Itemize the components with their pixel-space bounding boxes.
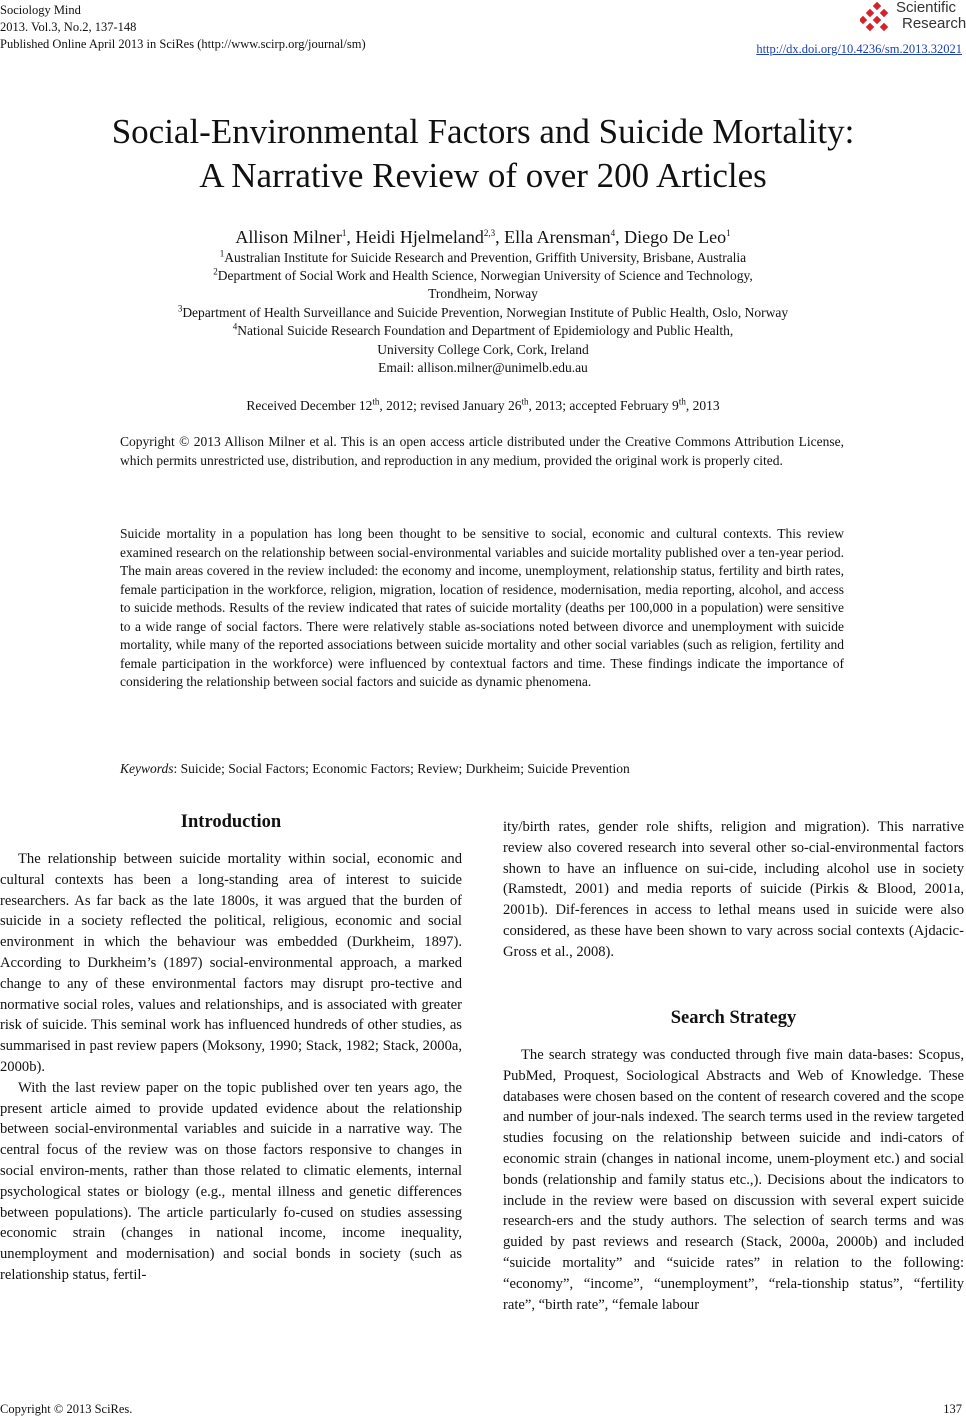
section-heading-introduction: Introduction: [180, 812, 282, 832]
keywords-text: : Suicide; Social Factors; Economic Factors; Review; Durkheim; Suicide Prevention: [173, 761, 630, 776]
footer-copyright: Copyright © 2013 SciRes.: [0, 1402, 133, 1416]
journal-header: [0, 2, 366, 53]
author-affiliation-sup: 2,3: [483, 228, 496, 238]
section-heading-search-strategy: Search Strategy: [670, 1008, 797, 1028]
publication-info: Published Online April 2013 in SciRes (http://www.scirp.org/journal/sm): [0, 37, 366, 51]
author-name: Ella Arensman: [504, 227, 611, 247]
left-column: [0, 849, 462, 1286]
scientific-research-logo: [856, 0, 966, 36]
affiliation-3: $^3$Department of Health Surveillance and Suicide Prevention, Norwegian Institute of Public Health, Oslo, Norway: [177, 303, 789, 320]
abstract: Suicide mortality in a population has long been thought to be sensitive to social, economic and cultural contexts. This review examined research on the relationship between social-environmental variables and suicide mortality published over a ten-year period. The main areas covered in the review included: the economy and income, unemployment, relationship status, fertility and birth rates, female participation in the workforce, religion, migration, location of residence, modernisation, media reporting, alcohol, and access to suicide methods. Results of the review indicated that rates of suicide mortality (deaths per 100,000 in a population) were sensitive to a wide range of social factors. There were relatively stable as-sociations noted between divorce and unemployment with suicide mortality, while many of the reported associations between suicide mortality and other social variables (such as religion, fertility and female participation in the workforce) were influenced by contextual factors and time. These findings indicate the importance of considering the relationship between social factors and suicide as dynamic phenomena.: [120, 526, 844, 689]
affiliation-2-cont: Trondheim, Norway: [428, 286, 538, 301]
author-affiliation-sup: 1: [341, 228, 347, 238]
right-column-bottom: [503, 1045, 964, 1315]
logo-text-line1: Scientific: [896, 0, 957, 16]
article-title: [0, 110, 966, 198]
affiliation-2: $^2$Department of Social Work and Health Science, Norwegian University of Science and Technology,: [213, 266, 753, 283]
paragraph: The relationship between suicide mortality within social, economic and cultural contexts has been a long-standing area of interest to suicide researchers. As far back as the late 1800s, it was argued that the burden of suicide in a society reflected the political, religious, economic and social environment in which the behaviour was embedded (Durkheim, 1897). According to Durkheim’s (1897) social-environmental approach, a marked change to any of these environmental factors may disrupt pro-tective and normative social roles, values and relationships, and is associated with greater risk of suicide. This seminal work has influenced hundreds of other studies, as summarised in past review papers (Moksony, 1990; Stack, 1982; Stack, 2000a, 2000b).: [0, 851, 462, 1075]
article-dates: Received December 12th, 2012; revised January 26th, 2013; accepted February 9th, 2013: [246, 396, 720, 413]
affiliation-4-cont: University College Cork, Cork, Ireland: [377, 342, 589, 357]
journal-volume: 2013. Vol.3, No.2, 137-148: [0, 20, 137, 34]
copyright-notice: Copyright © 2013 Allison Milner et al. This is an open access article distributed under the Creative Commons Attribution License, which permits unrestricted use, distribution, and reproduction in any medium, provided the original work is properly cited.: [120, 434, 844, 468]
title-line2: A Narrative Review of over 200 Articles: [199, 156, 767, 195]
doi-link[interactable]: http://dx.doi.org/10.4236/sm.2013.32021: [756, 42, 962, 56]
paragraph: With the last review paper on the topic published over ten years ago, the present article aimed to provide updated evidence about the relationship between social-environmental variables and suicide in a narrative way. The central focus of the review was on those factors responsive to changes in social environ-ments, rather than those related to climatic elements, internal psychological states or biology (e.g., mental illness and genetic differences between populations). The article particularly fo-cused on studies assessing economic strain (changes in national income, income inequality, unemployment and modernisation) and social bonds in society (such as relationship status, fertil-: [0, 1079, 462, 1283]
author-affiliation-sup: 4: [610, 228, 616, 238]
author-email: Email: allison.milner@unimelb.edu.au: [378, 360, 588, 375]
author-name: Allison Milner: [235, 227, 342, 247]
page-number: 137: [943, 1402, 962, 1416]
journal-name: Sociology Mind: [0, 3, 81, 17]
affiliation-1: $^1$Australian Institute for Suicide Research and Prevention, Griffith University, Brisbane, Australia: [219, 248, 747, 265]
author-name: Diego De Leo: [624, 227, 727, 247]
logo-icon: [860, 2, 894, 34]
right-column-top: [503, 817, 964, 963]
title-line1: Social-Environmental Factors and Suicide Mortality:: [111, 112, 855, 151]
logo-text-line2: Research: [902, 15, 966, 32]
author-list: Allison Milner$^1$, Heidi Hjelmeland$^{2,3}$, Ella Arensman$^4$, Diego De Leo$^1$: [235, 227, 731, 247]
paragraph: The search strategy was conducted through five main data-bases: Scopus, PubMed, Proquest, Sociological Abstracts and Web of Knowledge. These databases were chosen based on the content of research covered and the scope and number of jour-nals indexed. The search terms used in the review targeted studies focusing on the relationship between suicide and indi-cators of economic strain (changes in national income, unem-ployment etc.) and social bonds (relationship and family status etc.,). Decisions about the indicators to include in the review were based on discussion with several expert suicide research-ers and the study authors. The selection of search terms and was guided by past reviews and research (Stack, 2000a, 2000b) and included “suicide mortality” and “suicide rates” in relation to the following: “economy”, “income”, “unemployment”, “rela-tionship status”, “fertility rate”, “birth rate”, “female labour: [503, 1047, 964, 1313]
paragraph: ity/birth rates, gender role shifts, religion and migration). This narrative review also covered research into several other so-cial-environmental factors shown to have an influence on sui-cide, including alcohol use in society (Ramstedt, 2001) and media reports of suicide (Pirkis & Blood, 2001a, 2001b). Dif-ferences in access to lethal means used in suicide were also considered, as these have been shown to vary across social contexts (Ajdacic-Gross et al., 2008).: [503, 819, 964, 960]
keywords-label: Keywords: [120, 761, 174, 776]
affiliation-4: $^4$National Suicide Research Foundation and Department of Epidemiology and Public Health,: [232, 321, 734, 338]
author-affiliation-sup: 1: [726, 228, 731, 238]
author-name: Heidi Hjelmeland: [355, 227, 484, 247]
keywords: [120, 760, 844, 779]
